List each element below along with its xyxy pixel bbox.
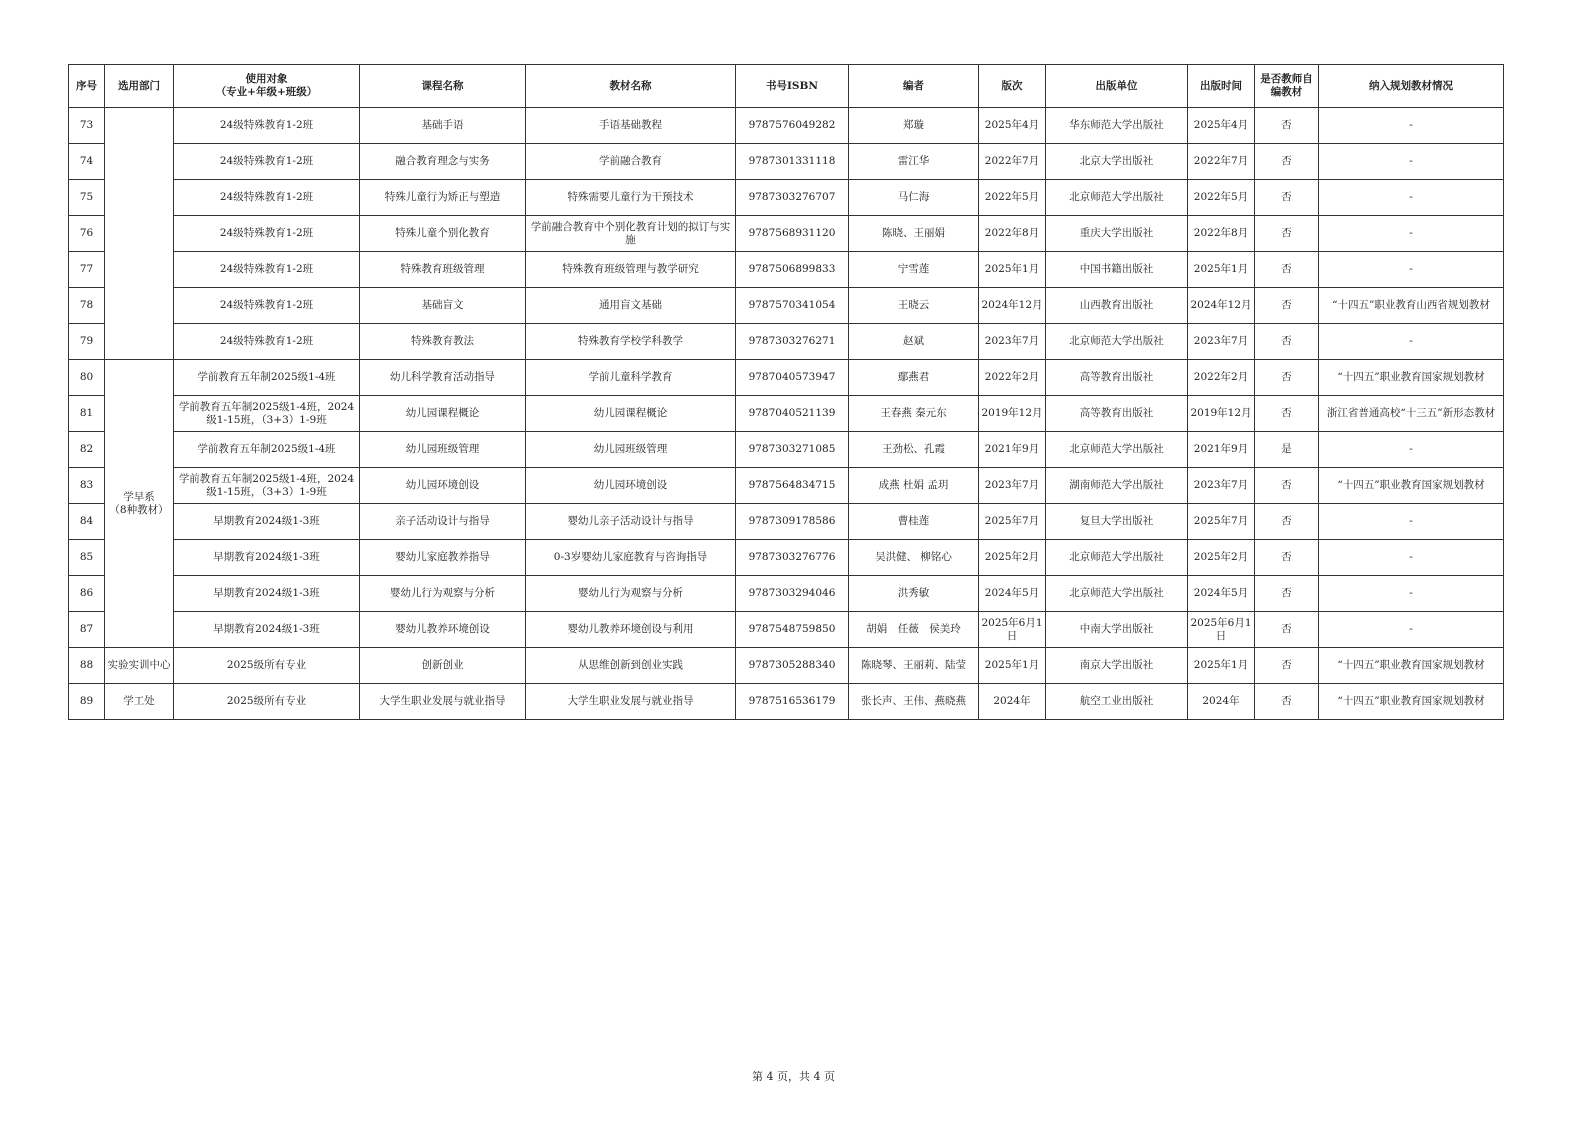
cell-edition: 2025年2月	[979, 540, 1046, 576]
cell-pubdate: 2021年9月	[1188, 432, 1255, 468]
cell-course: 大学生职业发展与就业指导	[360, 684, 526, 720]
table-row	[69, 144, 1504, 180]
cell-textbook: 幼儿园环境创设	[526, 468, 736, 504]
cell-target: 早期教育2024级1-3班	[174, 612, 360, 648]
cell-pubdate: 2022年7月	[1188, 144, 1255, 180]
cell-plan-status: -	[1319, 216, 1504, 252]
cell-textbook: 婴幼儿教养环境创设与利用	[526, 612, 736, 648]
cell-edition: 2022年2月	[979, 360, 1046, 396]
cell-no: 77	[69, 252, 105, 288]
cell-isbn: 9787568931120	[736, 216, 849, 252]
cell-self-compiled: 否	[1255, 648, 1319, 684]
cell-edition: 2023年7月	[979, 324, 1046, 360]
cell-no: 89	[69, 684, 105, 720]
cell-no: 87	[69, 612, 105, 648]
cell-target: 早期教育2024级1-3班	[174, 540, 360, 576]
cell-author: 鄢燕君	[849, 360, 979, 396]
cell-publisher: 中南大学出版社	[1046, 612, 1188, 648]
table-row	[69, 684, 1504, 720]
cell-target: 24级特殊教育1-2班	[174, 180, 360, 216]
cell-self-compiled: 否	[1255, 288, 1319, 324]
cell-isbn: 9787301331118	[736, 144, 849, 180]
cell-course: 特殊教育教法	[360, 324, 526, 360]
cell-self-compiled: 否	[1255, 108, 1319, 144]
table-row	[69, 504, 1504, 540]
cell-course: 亲子活动设计与指导	[360, 504, 526, 540]
cell-isbn: 9787303276271	[736, 324, 849, 360]
cell-course: 婴幼儿家庭教养指导	[360, 540, 526, 576]
cell-publisher: 航空工业出版社	[1046, 684, 1188, 720]
cell-textbook: 特殊教育班级管理与教学研究	[526, 252, 736, 288]
table-row	[69, 288, 1504, 324]
table-row	[69, 432, 1504, 468]
cell-no: 78	[69, 288, 105, 324]
cell-no: 76	[69, 216, 105, 252]
cell-department: 学工处	[105, 684, 174, 720]
cell-publisher: 重庆大学出版社	[1046, 216, 1188, 252]
cell-textbook: 0-3岁婴幼儿家庭教育与咨询指导	[526, 540, 736, 576]
cell-no: 79	[69, 324, 105, 360]
cell-pubdate: 2022年8月	[1188, 216, 1255, 252]
cell-textbook: 从思维创新到创业实践	[526, 648, 736, 684]
cell-department	[105, 108, 174, 360]
cell-course: 婴幼儿教养环境创设	[360, 612, 526, 648]
cell-course: 幼儿园班级管理	[360, 432, 526, 468]
cell-no: 84	[69, 504, 105, 540]
cell-self-compiled: 否	[1255, 684, 1319, 720]
cell-author: 胡娟 任薇 侯美玲	[849, 612, 979, 648]
cell-publisher: 北京师范大学出版社	[1046, 324, 1188, 360]
cell-department: 实验实训中心	[105, 648, 174, 684]
cell-isbn: 9787506899833	[736, 252, 849, 288]
cell-textbook: 大学生职业发展与就业指导	[526, 684, 736, 720]
cell-plan-status: -	[1319, 504, 1504, 540]
cell-textbook: 手语基础教程	[526, 108, 736, 144]
cell-no: 75	[69, 180, 105, 216]
cell-publisher: 复旦大学出版社	[1046, 504, 1188, 540]
cell-no: 88	[69, 648, 105, 684]
cell-publisher: 高等教育出版社	[1046, 396, 1188, 432]
cell-self-compiled: 否	[1255, 504, 1319, 540]
cell-course: 特殊教育班级管理	[360, 252, 526, 288]
cell-publisher: 山西教育出版社	[1046, 288, 1188, 324]
cell-no: 80	[69, 360, 105, 396]
cell-isbn: 9787570341054	[736, 288, 849, 324]
cell-plan-status: “十四五”职业教育国家规划教材	[1319, 648, 1504, 684]
table-row	[69, 216, 1504, 252]
cell-self-compiled: 否	[1255, 360, 1319, 396]
cell-self-compiled: 否	[1255, 180, 1319, 216]
cell-isbn: 9787303276776	[736, 540, 849, 576]
cell-isbn: 9787303294046	[736, 576, 849, 612]
cell-edition: 2024年12月	[979, 288, 1046, 324]
cell-target: 学前教育五年制2025级1-4班，2024级1-15班，（3+3）1-9班	[174, 468, 360, 504]
cell-self-compiled: 否	[1255, 468, 1319, 504]
cell-pubdate: 2022年5月	[1188, 180, 1255, 216]
cell-author: 王晓云	[849, 288, 979, 324]
cell-author: 陈晓、王丽娟	[849, 216, 979, 252]
table-body	[69, 108, 1504, 720]
cell-course: 特殊儿童行为矫正与塑造	[360, 180, 526, 216]
cell-publisher: 北京师范大学出版社	[1046, 432, 1188, 468]
cell-author: 郑璇	[849, 108, 979, 144]
cell-course: 基础盲文	[360, 288, 526, 324]
cell-pubdate: 2023年7月	[1188, 324, 1255, 360]
cell-target: 学前教育五年制2025级1-4班	[174, 432, 360, 468]
cell-pubdate: 2025年2月	[1188, 540, 1255, 576]
cell-target: 24级特殊教育1-2班	[174, 144, 360, 180]
cell-edition: 2022年5月	[979, 180, 1046, 216]
cell-pubdate: 2025年7月	[1188, 504, 1255, 540]
table-row	[69, 468, 1504, 504]
table-row	[69, 648, 1504, 684]
cell-self-compiled: 否	[1255, 540, 1319, 576]
cell-author: 成燕 杜娟 孟玥	[849, 468, 979, 504]
cell-plan-status: -	[1319, 324, 1504, 360]
cell-self-compiled: 否	[1255, 576, 1319, 612]
cell-plan-status: “十四五”职业教育国家规划教材	[1319, 360, 1504, 396]
cell-author: 雷江华	[849, 144, 979, 180]
page-footer: 第 4 页，共 4 页	[752, 1070, 835, 1083]
cell-edition: 2025年7月	[979, 504, 1046, 540]
cell-edition: 2025年6月1日	[979, 612, 1046, 648]
cell-target: 2025级所有专业	[174, 684, 360, 720]
cell-pubdate: 2025年4月	[1188, 108, 1255, 144]
cell-plan-status: -	[1319, 612, 1504, 648]
cell-pubdate: 2019年12月	[1188, 396, 1255, 432]
cell-target: 24级特殊教育1-2班	[174, 252, 360, 288]
cell-course: 幼儿园课程概论	[360, 396, 526, 432]
cell-target: 早期教育2024级1-3班	[174, 576, 360, 612]
cell-pubdate: 2025年1月	[1188, 252, 1255, 288]
table-row	[69, 108, 1504, 144]
cell-plan-status: -	[1319, 144, 1504, 180]
cell-edition: 2021年9月	[979, 432, 1046, 468]
cell-plan-status: “十四五”职业教育山西省规划教材	[1319, 288, 1504, 324]
cell-author: 马仁海	[849, 180, 979, 216]
cell-self-compiled: 否	[1255, 144, 1319, 180]
cell-plan-status: “十四五”职业教育国家规划教材	[1319, 468, 1504, 504]
header-self-compiled: 是否教师自编教材	[1255, 65, 1319, 108]
cell-course: 融合教育理念与实务	[360, 144, 526, 180]
header-pubdate: 出版时间	[1188, 65, 1255, 108]
cell-textbook: 幼儿园班级管理	[526, 432, 736, 468]
header-publisher: 出版单位	[1046, 65, 1188, 108]
header-department: 选用部门	[105, 65, 174, 108]
cell-plan-status: -	[1319, 180, 1504, 216]
table-header-row	[69, 65, 1504, 108]
cell-publisher: 北京师范大学出版社	[1046, 180, 1188, 216]
table-row	[69, 612, 1504, 648]
table-row	[69, 360, 1504, 396]
cell-isbn: 9787548759850	[736, 612, 849, 648]
cell-target: 24级特殊教育1-2班	[174, 288, 360, 324]
cell-edition: 2025年1月	[979, 252, 1046, 288]
header-isbn: 书号ISBN	[736, 65, 849, 108]
cell-author: 洪秀敏	[849, 576, 979, 612]
cell-publisher: 华东师范大学出版社	[1046, 108, 1188, 144]
cell-publisher: 北京大学出版社	[1046, 144, 1188, 180]
cell-plan-status: -	[1319, 252, 1504, 288]
cell-author: 张长声、王伟、燕晓燕	[849, 684, 979, 720]
cell-no: 82	[69, 432, 105, 468]
cell-pubdate: 2023年7月	[1188, 468, 1255, 504]
cell-no: 85	[69, 540, 105, 576]
cell-plan-status: “十四五”职业教育国家规划教材	[1319, 684, 1504, 720]
cell-edition: 2019年12月	[979, 396, 1046, 432]
header-textbook: 教材名称	[526, 65, 736, 108]
table-row	[69, 576, 1504, 612]
header-no: 序号	[69, 65, 105, 108]
cell-no: 74	[69, 144, 105, 180]
cell-publisher: 北京师范大学出版社	[1046, 576, 1188, 612]
cell-edition: 2025年1月	[979, 648, 1046, 684]
table-row	[69, 252, 1504, 288]
cell-textbook: 婴幼儿亲子活动设计与指导	[526, 504, 736, 540]
cell-no: 86	[69, 576, 105, 612]
cell-plan-status: -	[1319, 108, 1504, 144]
header-plan-status: 纳入规划教材情况	[1319, 65, 1504, 108]
header-author: 编者	[849, 65, 979, 108]
cell-no: 83	[69, 468, 105, 504]
cell-edition: 2022年8月	[979, 216, 1046, 252]
cell-pubdate: 2024年5月	[1188, 576, 1255, 612]
cell-pubdate: 2022年2月	[1188, 360, 1255, 396]
cell-textbook: 通用盲文基础	[526, 288, 736, 324]
cell-self-compiled: 否	[1255, 216, 1319, 252]
textbook-table	[68, 64, 1504, 720]
cell-textbook: 学前融合教育	[526, 144, 736, 180]
cell-target: 学前教育五年制2025级1-4班	[174, 360, 360, 396]
header-course: 课程名称	[360, 65, 526, 108]
cell-isbn: 9787305288340	[736, 648, 849, 684]
cell-self-compiled: 否	[1255, 612, 1319, 648]
cell-edition: 2025年4月	[979, 108, 1046, 144]
cell-pubdate: 2025年1月	[1188, 648, 1255, 684]
cell-author: 赵斌	[849, 324, 979, 360]
cell-publisher: 南京大学出版社	[1046, 648, 1188, 684]
cell-edition: 2022年7月	[979, 144, 1046, 180]
cell-plan-status: -	[1319, 432, 1504, 468]
table-row	[69, 540, 1504, 576]
cell-target: 24级特殊教育1-2班	[174, 216, 360, 252]
cell-target: 24级特殊教育1-2班	[174, 108, 360, 144]
cell-publisher: 北京师范大学出版社	[1046, 540, 1188, 576]
table-row	[69, 324, 1504, 360]
cell-edition: 2024年	[979, 684, 1046, 720]
cell-isbn: 9787576049282	[736, 108, 849, 144]
cell-isbn: 9787303271085	[736, 432, 849, 468]
cell-author: 王劲松、孔霞	[849, 432, 979, 468]
cell-publisher: 中国书籍出版社	[1046, 252, 1188, 288]
cell-author: 曹桂莲	[849, 504, 979, 540]
cell-plan-status: -	[1319, 576, 1504, 612]
cell-course: 特殊儿童个别化教育	[360, 216, 526, 252]
cell-target: 2025级所有专业	[174, 648, 360, 684]
cell-author: 吴洪健、 柳铭心	[849, 540, 979, 576]
cell-textbook: 幼儿园课程概论	[526, 396, 736, 432]
cell-target: 学前教育五年制2025级1-4班，2024级1-15班，（3+3）1-9班	[174, 396, 360, 432]
cell-textbook: 特殊需要儿童行为干预技术	[526, 180, 736, 216]
table-row	[69, 180, 1504, 216]
cell-isbn: 9787303276707	[736, 180, 849, 216]
cell-pubdate: 2025年6月1日	[1188, 612, 1255, 648]
cell-isbn: 9787564834715	[736, 468, 849, 504]
header-edition: 版次	[979, 65, 1046, 108]
cell-isbn: 9787516536179	[736, 684, 849, 720]
cell-edition: 2024年5月	[979, 576, 1046, 612]
cell-self-compiled: 否	[1255, 324, 1319, 360]
cell-target: 24级特殊教育1-2班	[174, 324, 360, 360]
cell-isbn: 9787309178586	[736, 504, 849, 540]
cell-course: 幼儿科学教育活动指导	[360, 360, 526, 396]
cell-pubdate: 2024年12月	[1188, 288, 1255, 324]
cell-no: 81	[69, 396, 105, 432]
cell-edition: 2023年7月	[979, 468, 1046, 504]
cell-textbook: 学前儿童科学教育	[526, 360, 736, 396]
cell-course: 婴幼儿行为观察与分析	[360, 576, 526, 612]
cell-plan-status: 浙江省普通高校“十三五”新形态教材	[1319, 396, 1504, 432]
cell-self-compiled: 是	[1255, 432, 1319, 468]
cell-self-compiled: 否	[1255, 252, 1319, 288]
cell-self-compiled: 否	[1255, 396, 1319, 432]
cell-isbn: 9787040521139	[736, 396, 849, 432]
cell-author: 宁雪莲	[849, 252, 979, 288]
cell-textbook: 学前融合教育中个别化教育计划的拟订与实施	[526, 216, 736, 252]
cell-isbn: 9787040573947	[736, 360, 849, 396]
cell-textbook: 婴幼儿行为观察与分析	[526, 576, 736, 612]
cell-department: 学早系 （8种教材）	[105, 360, 174, 648]
cell-target: 早期教育2024级1-3班	[174, 504, 360, 540]
cell-publisher: 高等教育出版社	[1046, 360, 1188, 396]
cell-plan-status: -	[1319, 540, 1504, 576]
cell-no: 73	[69, 108, 105, 144]
cell-course: 创新创业	[360, 648, 526, 684]
cell-author: 王春燕 秦元东	[849, 396, 979, 432]
cell-author: 陈晓琴、王丽莉、陆莹	[849, 648, 979, 684]
cell-pubdate: 2024年	[1188, 684, 1255, 720]
table-row	[69, 396, 1504, 432]
cell-textbook: 特殊教育学校学科教学	[526, 324, 736, 360]
cell-course: 基础手语	[360, 108, 526, 144]
header-target: 使用对象 （专业+年级+班级）	[174, 65, 360, 108]
cell-course: 幼儿园环境创设	[360, 468, 526, 504]
cell-publisher: 湖南师范大学出版社	[1046, 468, 1188, 504]
